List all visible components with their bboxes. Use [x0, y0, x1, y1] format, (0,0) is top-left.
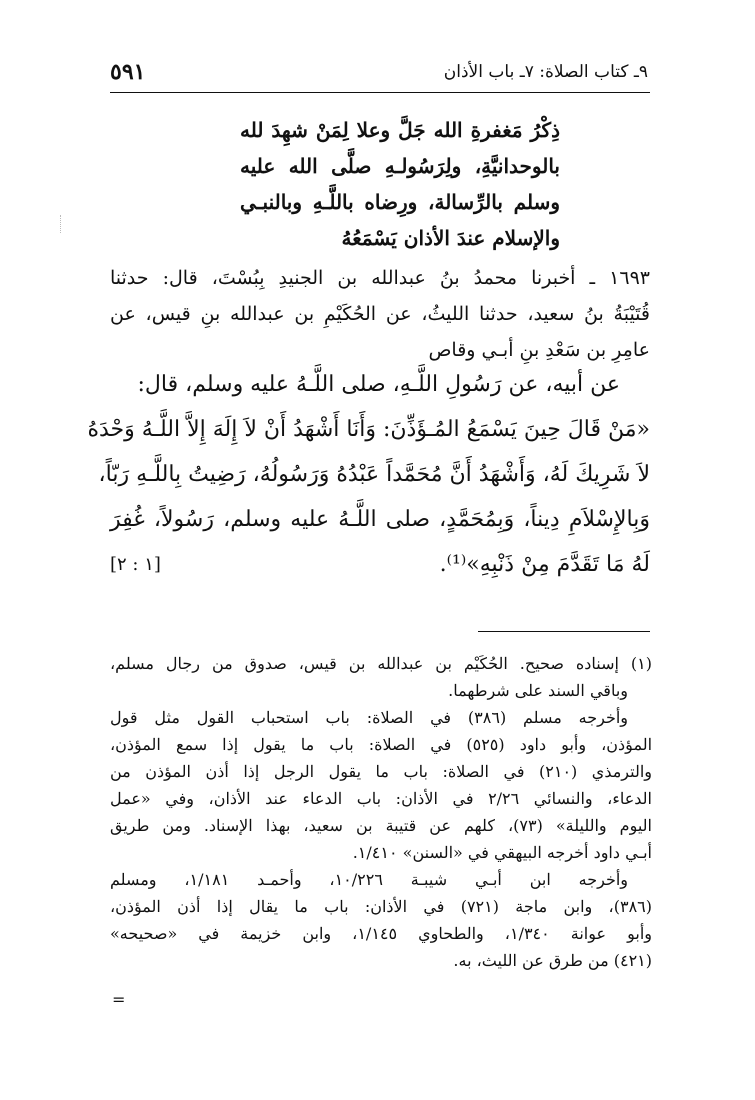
hadith-matn: [87, 362, 650, 587]
footnote-line: (٤٢١) من طرق عن الليث، به.: [453, 951, 652, 970]
matn-line: وَبِالإِسْلاَمِ دِيناً، وَبِمُحَمَّدٍ، صلى اللَّـهُ عليه وسلم، رَسُولاً، غُفِرَ: [110, 507, 650, 532]
footnote-line: أبـي داود أخرجه البيهقي في «السنن» ١/٤١٠.: [352, 843, 652, 862]
continuation-mark: =: [112, 990, 126, 1009]
footnote-line: وأبو عوانة ١/٣٤٠، والطحاوي ١/١٤٥، وابن خزيمة في «صحيحه»: [110, 924, 652, 943]
running-title: ٩ـ كتاب الصلاة: ٧ـ باب الأذان: [443, 62, 648, 82]
heading-line: ذِكْرُ مَغفرةِ الله جَلَّ وعلا لِمَنْ شهِدَ لله: [240, 118, 560, 142]
page-number: ٥٩١: [110, 59, 146, 85]
footnote-line: المؤذن، وأبو داود (٥٢٥) في الصلاة: باب ما يقول إذا سمع المؤذن،: [110, 735, 653, 754]
footnote-line: اليوم والليلة» (٧٣)، كلهم عن قتيبة بن سعيد، بهذا الإسناد. ومن طريق: [110, 816, 652, 835]
heading-line: وسلم بالرِّسالة، ورِضاه باللَّـهِ وبالنبـي: [240, 190, 560, 214]
chapter-heading: [240, 112, 560, 256]
page-header: [110, 52, 648, 92]
footnote-line: (٣٨٦)، وابن ماجة (٧٢١) في الأذان: باب ما يقال إذا أذن المؤذن،: [110, 897, 652, 916]
isnad-line: قُتَيْبَةُ بنُ سعيد، حدثنا الليثُ، عن الحُكَيْمِ بن عبدالله بنِ قيس، عن: [110, 303, 650, 325]
matn-line: عن أبيه، عن رَسُولِ اللَّـهِ، صلى اللَّـهُ عليه وسلم، قال:: [137, 372, 620, 397]
hadith-reference: [١ : ٢]: [110, 554, 161, 575]
footnote-rule: [478, 631, 650, 632]
isnad-line: عامِرِ بن سَعْدِ بنِ أبـي وقاص: [428, 339, 650, 361]
heading-line: والإسلام عندَ الأذان يَسْمَعُهُ: [341, 226, 560, 250]
footnote-line: وأخرجه مسلم (٣٨٦) في الصلاة: باب استحباب القول مثل قول: [110, 708, 629, 727]
heading-line: بالوحدانيَّةِ، ولِرَسُولـهِ صلَّى الله عليه: [240, 154, 560, 178]
header-rule: [110, 92, 650, 93]
hadith-isnad: [110, 260, 650, 368]
footnote-line: الدعاء، والنسائي ٢/٢٦ في الأذان: باب الدعاء عند الأذان، وفي «عمل: [110, 789, 652, 808]
matn-line: لاَ شَرِيكَ لَهُ، وَأَشْهَدُ أَنَّ مُحَمَّداً عَبْدُهُ وَرَسُولُهُ، رَضِيتُ بِاللَّـهِ رَبّاً،: [98, 462, 650, 487]
matn-line: «مَنْ قَالَ حِينَ يَسْمَعُ المُـؤَذِّنَ: وَأَنَا أَشْهَدُ أَنْ لاَ إِلَهَ إِلاَّ اللَّـهُ وَحْدَهُ: [87, 417, 650, 442]
footnote-line: وباقي السند على شرطهما.: [448, 681, 628, 700]
footnote-line: (١) إسناده صحيح. الحُكَيْم بن عبدالله بن قيس، صدوق من رجال مسلم،: [110, 654, 652, 673]
matn-line: لَهُ مَا تَقَدَّمَ مِنْ ذَنْبِهِ»⁽¹⁾.: [439, 552, 650, 577]
matn-last-line: [110, 542, 650, 587]
margin-mark: [60, 215, 63, 233]
footnote-line: والترمذي (٢١٠) في الصلاة: باب ما يقول الرجل إذا أذن المؤذن من: [110, 762, 652, 781]
footnotes: [110, 650, 652, 974]
footnote-line: وأخرجه ابن أبـي شيبـة ١٠/٢٢٦، وأحمـد ١/١٨١، ومسلم: [110, 870, 629, 889]
isnad-line: ١٦٩٣ ـ أخبرنا محمدُ بنُ عبدالله بن الجنيدِ بِبُسْتَ، قال: حدثنا: [110, 267, 650, 289]
